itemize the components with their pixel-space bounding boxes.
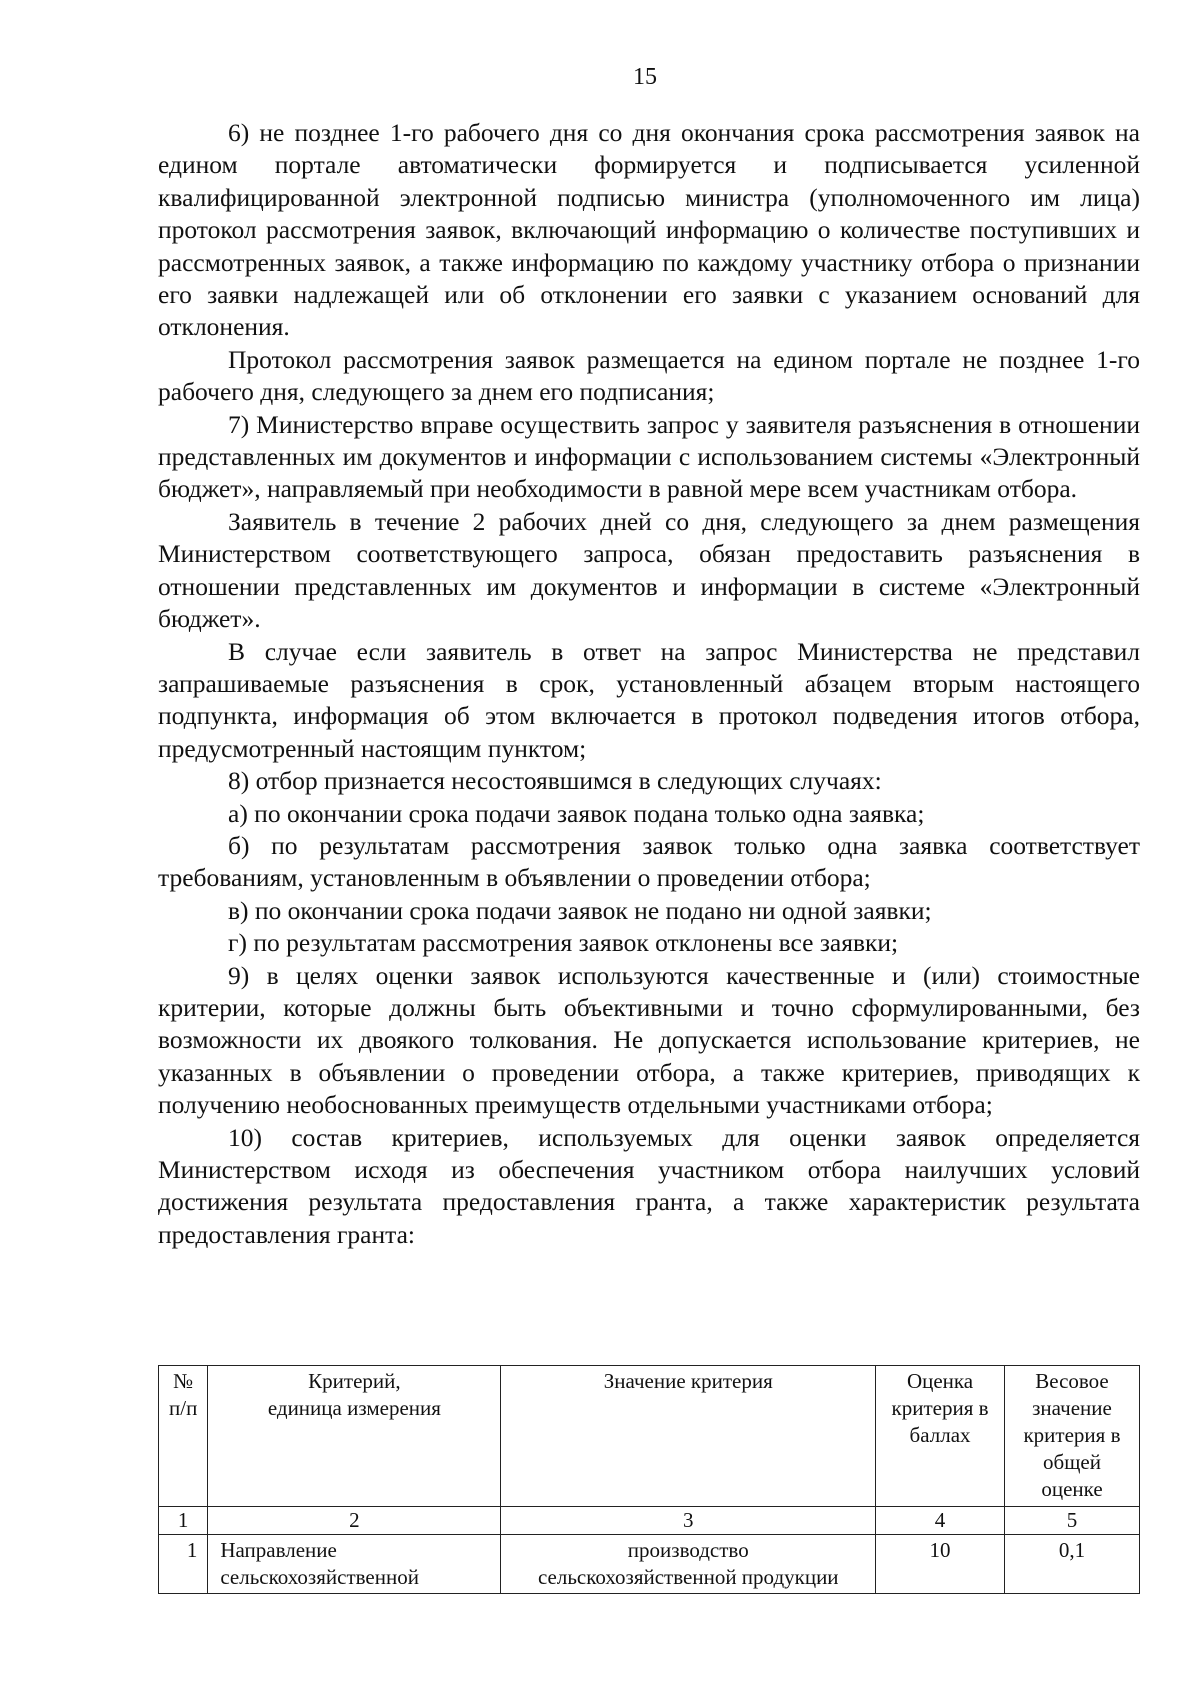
row-score: 10	[876, 1535, 1005, 1594]
column-number: 2	[208, 1507, 501, 1535]
paragraph-item-6: 6) не позднее 1-го рабочего дня со дня окончания срока рассмотрения заявок на едином портале автоматически формируется и подписывается усиленной квалифицированной электронной подписью министра (уполномоченного им лица) протокол рассмотрения заявок, включающий информацию о количестве поступивших и рассмотренных заявок, а также информацию по каждому участнику отбора о признании его заявки надлежащей или об отклонении его заявки с указанием оснований для отклонения.	[158, 118, 1140, 342]
criteria-table	[158, 1365, 1140, 1594]
header-weight: Весовое значение критерия в общей оценке	[1005, 1366, 1140, 1507]
table-header-row	[159, 1366, 1140, 1507]
column-number: 3	[501, 1507, 876, 1535]
row-weight: 0,1	[1005, 1535, 1140, 1594]
paragraph-protocol-publication: Протокол рассмотрения заявок размещается на едином портале не позднее 1-го рабочего дня, следующего за днем его подписания;	[158, 344, 1140, 407]
header-score: Оценка критерия в баллах	[876, 1366, 1005, 1507]
page-number: 15	[633, 64, 657, 90]
column-number-row	[159, 1507, 1140, 1535]
paragraph-item-8g: г) по результатам рассмотрения заявок отклонены все заявки;	[228, 928, 899, 958]
column-number: 1	[159, 1507, 208, 1535]
paragraph-item-8: 8) отбор признается несостоявшимся в следующих случаях:	[228, 766, 882, 796]
row-number: 1	[159, 1535, 208, 1594]
paragraph-no-clarification: В случае если заявитель в ответ на запрос Министерства не представил запрашиваемые разъяснения в срок, установленный абзацем вторым настоящего подпункта, информация об этом включается в протокол подведения итогов отбора, предусмотренный настоящим пунктом;	[158, 636, 1140, 763]
header-criterion: Критерий, единица измерения	[208, 1366, 501, 1507]
body-text	[158, 117, 1140, 1251]
row-criterion: Направление сельскохозяйственной	[208, 1535, 501, 1594]
column-number: 5	[1005, 1507, 1140, 1535]
row-criterion-value: производство сельскохозяйственной продукции	[501, 1535, 876, 1594]
header-number: № п/п	[159, 1366, 208, 1507]
paragraph-item-8v: в) по окончании срока подачи заявок не подано ни одной заявки;	[228, 895, 932, 925]
paragraph-item-10: 10) состав критериев, используемых для оценки заявок определяется Министерством исходя из обеспечения участником отбора наилучших условий достижения результата предоставления гранта, а также характеристик результата предоставления гранта:	[158, 1122, 1140, 1249]
paragraph-item-9: 9) в целях оценки заявок используются качественные и (или) стоимостные критерии, которые должны быть объективными и точно сформулированными, без возможности их двоякого толкования. Не допускается использование критериев, не указанных в объявлении о проведении отбора, а также критериев, приводящих к получению необоснованных преимуществ отдельными участниками отбора;	[158, 960, 1140, 1120]
paragraph-item-7: 7) Министерство вправе осуществить запрос у заявителя разъяснения в отношении представленных им документов и информации с использованием системы «Электронный бюджет», направляемый при необходимости в равной мере всем участникам отбора.	[158, 409, 1140, 504]
paragraph-item-8b: б) по результатам рассмотрения заявок только одна заявка соответствует требованиям, установленным в объявлении о проведении отбора;	[158, 830, 1140, 893]
paragraph-item-8a: а) по окончании срока подачи заявок подана только одна заявка;	[228, 798, 925, 828]
paragraph-applicant-clarification: Заявитель в течение 2 рабочих дней со дня, следующего за днем размещения Министерством соответствующего запроса, обязан предоставить разъяснения в отношении представленных им документов и информации в системе «Электронный бюджет».	[158, 506, 1140, 634]
table-row	[159, 1535, 1140, 1594]
column-number: 4	[876, 1507, 1005, 1535]
header-criterion-value: Значение критерия	[501, 1366, 876, 1507]
